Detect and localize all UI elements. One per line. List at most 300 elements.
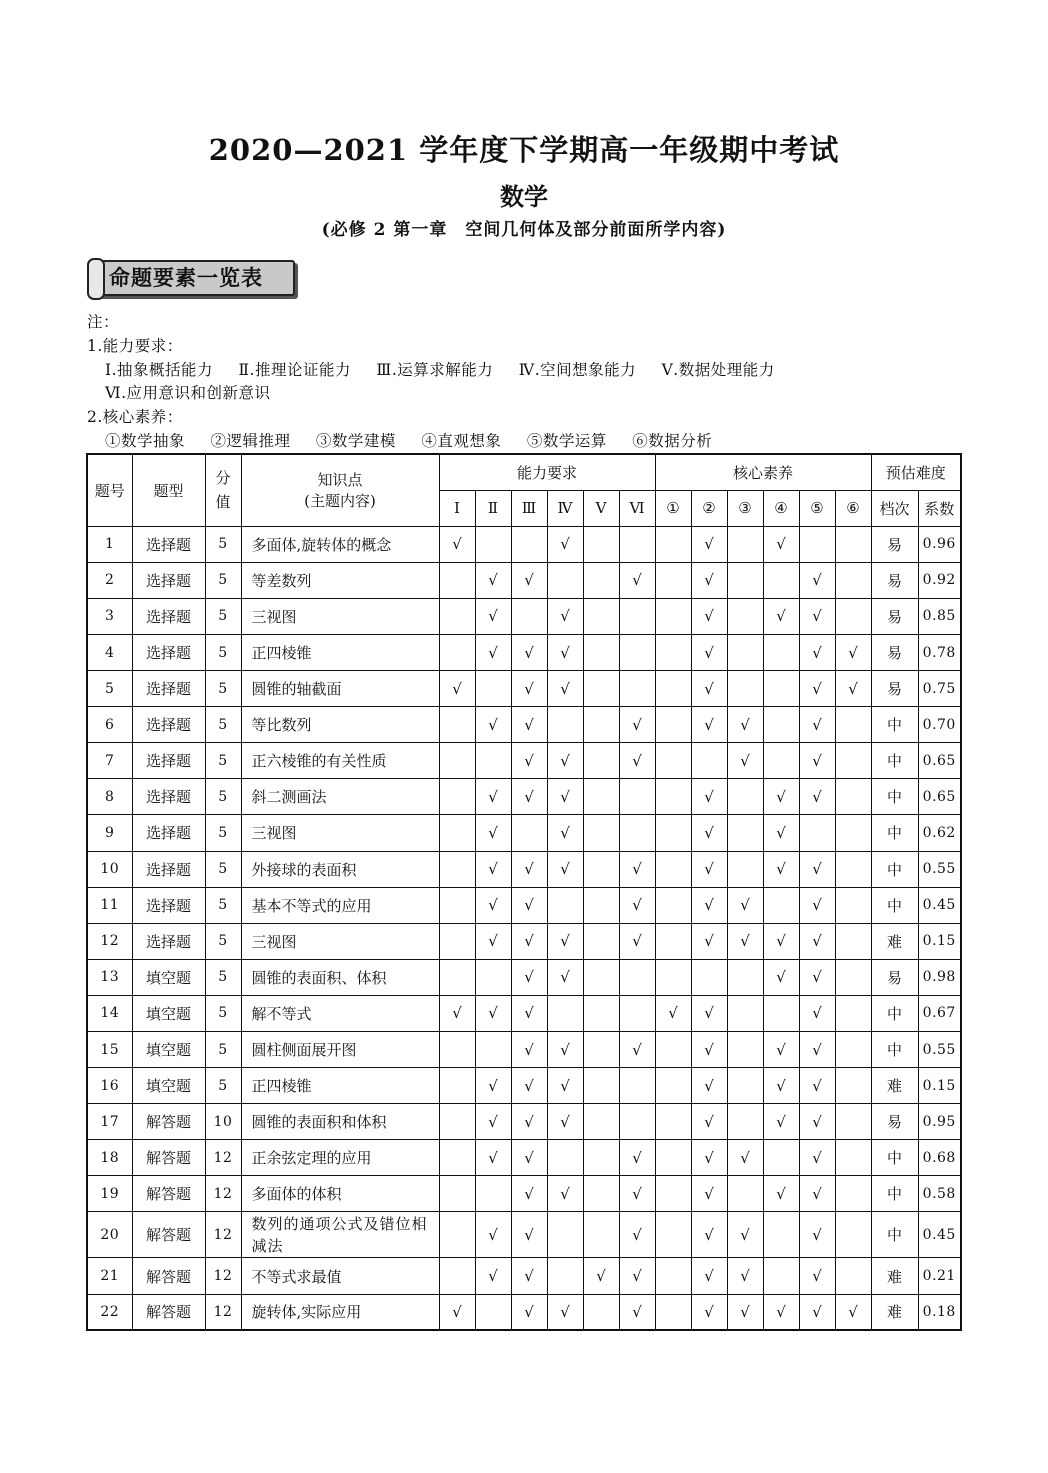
difficulty-level-cell: 易 [871,634,918,670]
question-type-cell: 选择题 [132,851,205,887]
ability-check-cell: √ [511,1140,547,1176]
core-check-cell: √ [799,1140,835,1176]
core-check-cell: √ [835,1294,871,1330]
difficulty-level-cell: 易 [871,598,918,634]
score-cell: 12 [205,1258,241,1294]
ability-item: Ⅰ.抽象概括能力 [105,360,214,379]
topic-cell: 等比数列 [241,707,439,743]
core-check-cell [655,1140,691,1176]
ability-check-cell [439,1068,475,1104]
ability-check-cell: √ [475,1068,511,1104]
ability-check-cell: √ [619,887,655,923]
score-cell: 5 [205,707,241,743]
difficulty-coef-cell: 0.18 [918,1294,961,1330]
core-check-cell [655,562,691,598]
ability-check-cell: √ [619,743,655,779]
core-check-cell: √ [691,671,727,707]
ability-check-cell: √ [619,1032,655,1068]
ability-check-cell: √ [583,1258,619,1294]
difficulty-level-cell: 易 [871,1104,918,1140]
ability-check-cell [547,887,583,923]
ability-check-cell [475,1032,511,1068]
core-check-cell [763,887,799,923]
ability-check-cell: √ [511,634,547,670]
difficulty-coef-cell: 0.96 [918,526,961,562]
header-core-col: ③ [727,490,763,526]
core-check-cell [691,959,727,995]
core-check-cell [835,1104,871,1140]
difficulty-level-cell: 易 [871,671,918,707]
topic-cell: 旋转体,实际应用 [241,1294,439,1330]
ability-check-cell: √ [475,1212,511,1258]
score-cell: 5 [205,959,241,995]
topic-cell: 等差数列 [241,562,439,598]
ability-check-cell: √ [511,923,547,959]
ability-check-cell [619,959,655,995]
ability-check-cell: √ [475,707,511,743]
core-check-cell [655,923,691,959]
difficulty-level-cell: 中 [871,779,918,815]
ability-check-cell [547,562,583,598]
core-check-cell: √ [727,923,763,959]
ability-check-cell [583,1176,619,1212]
core-check-cell: √ [799,707,835,743]
topic-cell: 圆锥的轴截面 [241,671,439,707]
difficulty-coef-cell: 0.65 [918,779,961,815]
table-row [87,707,961,743]
core-check-cell [655,598,691,634]
ability-check-cell [511,598,547,634]
core-check-cell [763,707,799,743]
table-row [87,1294,961,1330]
difficulty-level-cell: 中 [871,743,918,779]
table-row [87,1104,961,1140]
question-no-cell: 12 [87,923,132,959]
ability-check-cell [583,1104,619,1140]
header-coefficient: 系数 [918,490,961,526]
literacy-heading: 2.核心素养： [87,408,183,427]
core-check-cell [727,598,763,634]
ability-check-cell [583,1032,619,1068]
table-row [87,851,961,887]
ability-check-cell: √ [475,1258,511,1294]
core-check-cell [835,1068,871,1104]
ability-check-cell: √ [511,995,547,1031]
ability-check-cell [475,526,511,562]
score-cell: 12 [205,1140,241,1176]
core-check-cell [835,707,871,743]
core-check-cell [835,959,871,995]
ability-check-cell [583,887,619,923]
table-row [87,923,961,959]
question-no-cell: 20 [87,1212,132,1258]
ability-check-cell [547,707,583,743]
ability-check-cell: √ [619,923,655,959]
ability-check-cell [619,1068,655,1104]
table-row [87,671,961,707]
core-check-cell: √ [691,851,727,887]
ability-check-cell [439,707,475,743]
ability-check-cell: √ [547,634,583,670]
difficulty-level-cell: 中 [871,1212,918,1258]
header-core-col: ① [655,490,691,526]
ability-check-cell: √ [511,562,547,598]
core-check-cell [835,598,871,634]
core-check-cell [835,743,871,779]
ability-check-cell: √ [547,598,583,634]
ability-check-cell [583,923,619,959]
literacy-item: ②逻辑推理 [210,431,291,450]
ability-check-cell: √ [511,1176,547,1212]
question-type-cell: 解答题 [132,1140,205,1176]
core-check-cell: √ [691,779,727,815]
core-check-cell [655,526,691,562]
ability-check-cell [439,959,475,995]
ability-check-cell: √ [619,562,655,598]
ability-check-cell: √ [475,562,511,598]
ability-list-line1 [87,359,775,383]
core-check-cell [727,779,763,815]
table-row [87,634,961,670]
ability-check-cell: √ [475,1140,511,1176]
difficulty-coef-cell: 0.78 [918,634,961,670]
core-check-cell: √ [691,1068,727,1104]
ability-check-cell: √ [439,526,475,562]
question-type-cell: 解答题 [132,1176,205,1212]
question-type-cell: 选择题 [132,707,205,743]
ability-check-cell: √ [547,1068,583,1104]
core-check-cell [655,1294,691,1330]
core-check-cell [727,634,763,670]
core-check-cell: √ [763,1176,799,1212]
table-row [87,598,961,634]
difficulty-level-cell: 易 [871,562,918,598]
question-type-cell: 选择题 [132,634,205,670]
table-row [87,743,961,779]
core-check-cell: √ [727,1258,763,1294]
topic-cell: 圆锥的表面积和体积 [241,1104,439,1140]
core-check-cell: √ [691,1212,727,1258]
question-no-cell: 22 [87,1294,132,1330]
core-check-cell: √ [799,671,835,707]
ability-check-cell [439,562,475,598]
core-check-cell: √ [835,671,871,707]
topic-cell: 圆锥的表面积、体积 [241,959,439,995]
core-check-cell [727,1104,763,1140]
score-cell: 5 [205,923,241,959]
core-check-cell: √ [691,598,727,634]
score-cell: 5 [205,634,241,670]
core-check-cell [655,815,691,851]
header-difficulty: 预估难度 [871,454,961,490]
core-check-cell: √ [655,995,691,1031]
ability-check-cell: √ [439,671,475,707]
ability-check-cell: √ [619,1258,655,1294]
ability-check-cell: √ [475,923,511,959]
difficulty-coef-cell: 0.68 [918,1140,961,1176]
header-knowledge [241,454,439,526]
core-check-cell: √ [727,1294,763,1330]
question-no-cell: 17 [87,1104,132,1140]
core-check-cell: √ [799,923,835,959]
ability-check-cell [439,743,475,779]
header-ability-col: Ⅵ [619,490,655,526]
ability-check-cell [439,851,475,887]
header-core-literacy: 核心素养 [655,454,871,490]
difficulty-coef-cell: 0.15 [918,1068,961,1104]
ability-check-cell [619,526,655,562]
header-ability-col: Ⅱ [475,490,511,526]
ability-check-cell [547,1212,583,1258]
ability-check-cell: √ [547,779,583,815]
literacy-item: ①数学抽象 [105,431,186,450]
core-check-cell: √ [799,779,835,815]
core-check-cell [835,1176,871,1212]
core-check-cell: √ [691,634,727,670]
core-check-cell: √ [763,1104,799,1140]
core-check-cell: √ [763,1294,799,1330]
core-check-cell: √ [799,1104,835,1140]
question-type-cell: 填空题 [132,995,205,1031]
ability-check-cell: √ [511,1068,547,1104]
core-check-cell [727,671,763,707]
ability-heading: 1.能力要求： [87,336,183,355]
header-core-col: ⑥ [835,490,871,526]
core-check-cell: √ [691,1104,727,1140]
ability-check-cell [583,1212,619,1258]
score-cell: 5 [205,526,241,562]
question-type-cell: 选择题 [132,887,205,923]
question-no-cell: 5 [87,671,132,707]
question-no-cell: 21 [87,1258,132,1294]
question-type-cell: 选择题 [132,779,205,815]
table-row [87,779,961,815]
ability-check-cell: √ [475,1104,511,1140]
ability-check-cell: √ [547,1104,583,1140]
topic-cell: 不等式求最值 [241,1258,439,1294]
core-check-cell [835,1032,871,1068]
ability-check-cell [583,815,619,851]
difficulty-level-cell: 中 [871,887,918,923]
difficulty-coef-cell: 0.21 [918,1258,961,1294]
table-row [87,1258,961,1294]
ability-check-cell [511,526,547,562]
core-check-cell [763,1212,799,1258]
header-core-col: ④ [763,490,799,526]
header-question-type: 题型 [132,454,205,526]
ability-check-cell [583,1068,619,1104]
question-no-cell: 8 [87,779,132,815]
ability-check-cell: √ [475,598,511,634]
core-check-cell: √ [727,887,763,923]
core-check-cell [835,779,871,815]
difficulty-coef-cell: 0.58 [918,1176,961,1212]
question-no-cell: 10 [87,851,132,887]
core-check-cell: √ [799,743,835,779]
ability-check-cell: √ [511,707,547,743]
difficulty-level-cell: 中 [871,1176,918,1212]
ability-check-cell [439,779,475,815]
question-type-cell: 选择题 [132,923,205,959]
table-row [87,526,961,562]
header-core-col: ⑤ [799,490,835,526]
ability-check-cell [619,995,655,1031]
difficulty-level-cell: 易 [871,526,918,562]
core-check-cell: √ [691,887,727,923]
ability-check-cell [439,1032,475,1068]
ability-check-cell: √ [619,1212,655,1258]
question-no-cell: 2 [87,562,132,598]
question-no-cell: 18 [87,1140,132,1176]
core-check-cell [655,1104,691,1140]
core-check-cell [655,959,691,995]
difficulty-coef-cell: 0.55 [918,1032,961,1068]
core-check-cell [655,1258,691,1294]
header-ability-col: Ⅳ [547,490,583,526]
core-check-cell: √ [691,1176,727,1212]
core-check-cell [655,634,691,670]
ability-check-cell: √ [511,887,547,923]
question-type-cell: 解答题 [132,1104,205,1140]
core-check-cell: √ [799,1212,835,1258]
score-cell: 5 [205,562,241,598]
header-question-no: 题号 [87,454,132,526]
topic-cell: 多面体的体积 [241,1176,439,1212]
literacy-item: ③数学建模 [315,431,396,450]
ability-item: Ⅳ.空间想象能力 [518,360,637,379]
core-check-cell [655,707,691,743]
ability-check-cell [439,923,475,959]
ability-check-cell: √ [511,779,547,815]
ability-check-cell [475,1176,511,1212]
difficulty-coef-cell: 0.95 [918,1104,961,1140]
core-check-cell [655,743,691,779]
ability-check-cell: √ [547,851,583,887]
ability-check-cell [583,959,619,995]
ability-check-cell [475,671,511,707]
question-no-cell: 1 [87,526,132,562]
table-row [87,1176,961,1212]
core-check-cell [835,815,871,851]
ability-check-cell: √ [511,1104,547,1140]
table-row [87,995,961,1031]
ability-check-cell [583,707,619,743]
core-check-cell: √ [691,1032,727,1068]
core-check-cell: √ [799,1032,835,1068]
ability-check-cell: √ [475,779,511,815]
ability-check-cell [583,995,619,1031]
score-cell: 5 [205,598,241,634]
header-knowledge-sub: (主题内容) [304,492,376,511]
table-body [87,526,961,1330]
ability-check-cell [439,887,475,923]
notes-label: 注： [87,313,120,331]
ability-check-cell [583,743,619,779]
score-cell: 5 [205,743,241,779]
ability-item: Ⅴ.数据处理能力 [661,360,775,379]
difficulty-coef-cell: 0.70 [918,707,961,743]
ability-check-cell: √ [619,1294,655,1330]
core-check-cell [763,562,799,598]
difficulty-coef-cell: 0.45 [918,887,961,923]
scroll-roll-icon [87,258,105,300]
table-row [87,562,961,598]
core-check-cell [655,779,691,815]
exam-elements-table [86,453,962,1331]
core-check-cell: √ [763,851,799,887]
core-check-cell [727,815,763,851]
core-check-cell: √ [799,959,835,995]
topic-cell: 三视图 [241,923,439,959]
topic-cell: 正六棱锥的有关性质 [241,743,439,779]
core-check-cell [835,562,871,598]
core-check-cell: √ [691,995,727,1031]
header-ability-col: Ⅲ [511,490,547,526]
ability-check-cell [583,634,619,670]
score-cell: 5 [205,887,241,923]
ability-check-cell: √ [475,815,511,851]
ability-check-cell [547,995,583,1031]
score-cell: 12 [205,1212,241,1258]
difficulty-coef-cell: 0.98 [918,959,961,995]
topic-cell: 圆柱侧面展开图 [241,1032,439,1068]
difficulty-level-cell: 中 [871,1140,918,1176]
table-row [87,1032,961,1068]
question-type-cell: 选择题 [132,562,205,598]
ability-check-cell: √ [547,959,583,995]
ability-check-cell: √ [619,1140,655,1176]
ability-check-cell [439,1212,475,1258]
core-check-cell: √ [691,1140,727,1176]
core-check-cell: √ [763,1068,799,1104]
literacy-item: ⑤数学运算 [526,431,607,450]
ability-check-cell [619,1104,655,1140]
ability-check-cell [619,779,655,815]
header-score: 分值 [205,454,241,526]
header-ability-col: Ⅴ [583,490,619,526]
ability-check-cell: √ [547,815,583,851]
core-check-cell: √ [763,779,799,815]
ability-check-cell [619,671,655,707]
difficulty-coef-cell: 0.55 [918,851,961,887]
literacy-item: ④直观想象 [421,431,502,450]
question-no-cell: 13 [87,959,132,995]
ability-check-cell: √ [475,851,511,887]
literacy-list [87,430,775,454]
core-check-cell: √ [691,707,727,743]
core-check-cell [727,1176,763,1212]
difficulty-coef-cell: 0.65 [918,743,961,779]
core-check-cell [763,634,799,670]
core-check-cell [835,1212,871,1258]
difficulty-level-cell: 中 [871,707,918,743]
question-no-cell: 11 [87,887,132,923]
ability-check-cell [583,779,619,815]
ability-check-cell [439,1140,475,1176]
ability-check-cell [619,634,655,670]
score-cell: 5 [205,995,241,1031]
difficulty-coef-cell: 0.75 [918,671,961,707]
core-check-cell [727,526,763,562]
difficulty-coef-cell: 0.15 [918,923,961,959]
core-check-cell [799,526,835,562]
core-check-cell: √ [799,851,835,887]
difficulty-level-cell: 易 [871,959,918,995]
core-check-cell [727,1068,763,1104]
subject-title: 数学 [500,182,548,211]
question-type-cell: 选择题 [132,526,205,562]
core-check-cell [655,1176,691,1212]
